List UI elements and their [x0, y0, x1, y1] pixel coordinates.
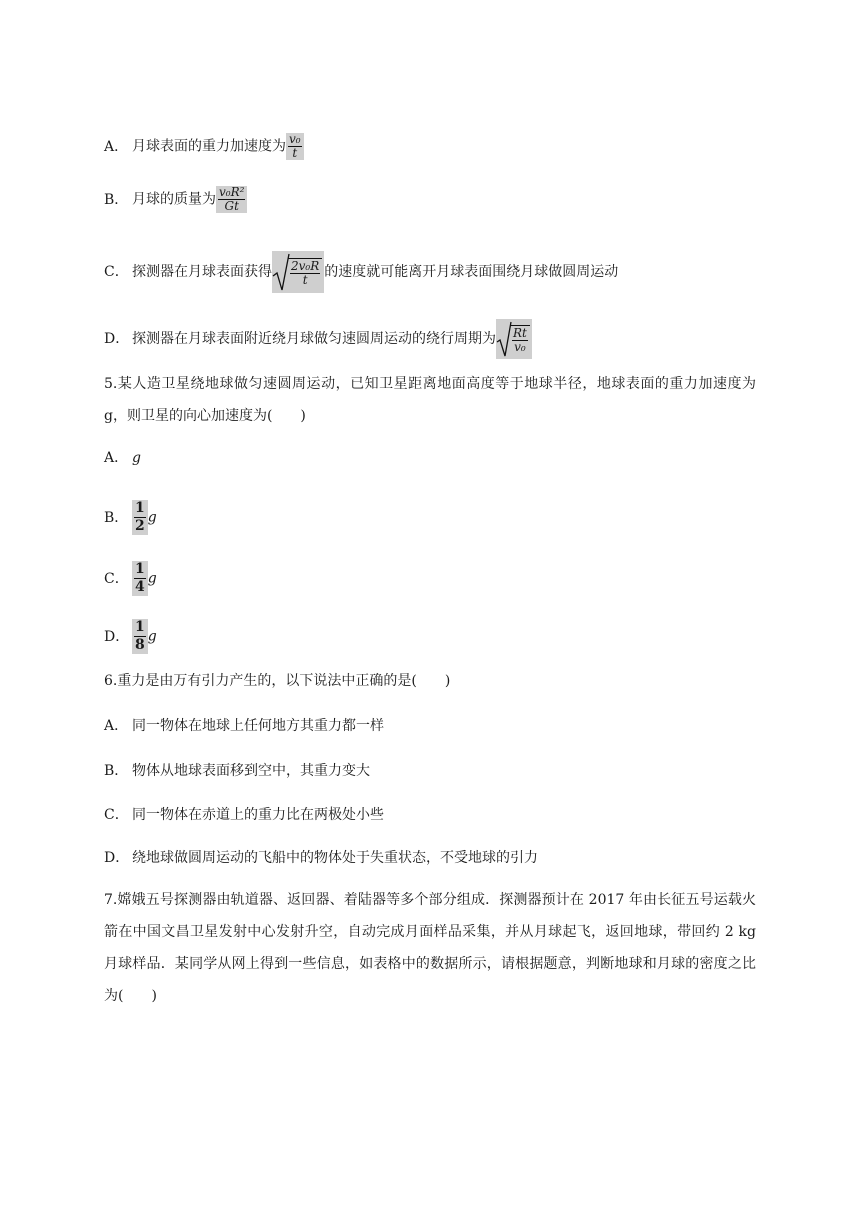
q4-option-a [104, 133, 304, 160]
q5-stem: 5.某人造卫星绕地球做匀速圆周运动，已知卫星距离地面高度等于地球半径，地球表面的重力加速度为 g，则卫星的向心加速度为( ) [104, 376, 756, 424]
formula-numerator: v₀ [289, 132, 301, 146]
formula-numerator: 1 [135, 500, 145, 516]
q4-option-b [104, 186, 247, 213]
option-label: D． [104, 331, 130, 347]
q5-option-a [104, 448, 141, 468]
fraction-one-eighth [132, 619, 148, 654]
fraction-one-half [132, 500, 148, 535]
q6-option-d [104, 848, 538, 868]
formula-v0-over-t [286, 133, 304, 160]
q5-option-b [104, 500, 157, 535]
formula-moon-mass [216, 186, 247, 213]
q6-option-a [104, 716, 384, 736]
option-text: 物体从地球表面移到空中，其重力变大 [132, 763, 370, 779]
q6-stem: 6.重力是由万有引力产生的，以下说法中正确的是( ) [104, 673, 451, 689]
option-text: 探测器在月球表面附近绕月球做匀速圆周运动的绕行周期为 [132, 331, 496, 347]
variable-g: g [147, 628, 157, 645]
option-text: 同一物体在地球上任何地方其重力都一样 [132, 718, 384, 734]
formula-radicand [288, 258, 322, 287]
q7-stem: 7.嫦娥五号探测器由轨道器、返回器、着陆器等多个部分组成．探测器预计在 2017 年由长征五号运载火箭在中国文昌卫星发射中心发射升空，自动完成月面样品采集，并从月球起飞，返回地球，带回约 2 kg 月球样品．某同学从网上得到一些信息，如表格中的数据所示，请根据题意，判断地球和月球的密度之比为( ) [104, 892, 756, 1004]
option-label: D． [104, 850, 130, 866]
formula-denominator: 2 [135, 518, 145, 534]
option-text: 同一物体在赤道上的重力比在两极处小些 [132, 807, 384, 823]
option-label: C． [104, 570, 129, 587]
formula-numerator: 1 [135, 561, 145, 577]
option-label: D． [104, 628, 130, 645]
option-label: C． [104, 264, 129, 280]
q5-option-c [104, 561, 157, 596]
formula-numerator: v₀R² [219, 185, 245, 199]
formula-denominator: 8 [135, 637, 145, 653]
formula-escape-velocity [272, 251, 324, 293]
q4-option-c [104, 251, 618, 293]
formula-denominator: t [302, 272, 308, 287]
variable-g: g [147, 509, 157, 526]
formula-numerator: Rt [513, 325, 527, 340]
option-text: 月球表面的重力加速度为 [132, 138, 286, 155]
option-text-after: 的速度就可能离开月球表面围绕月球做圆周运动 [324, 264, 619, 280]
formula-orbital-period [496, 319, 532, 359]
option-label: B． [104, 509, 129, 526]
formula-denominator: t [292, 146, 298, 160]
variable-g: g [132, 450, 141, 466]
fraction-one-quarter [132, 561, 148, 596]
formula-denominator: Gt [224, 199, 239, 213]
q5-option-d [104, 619, 157, 654]
option-label: A． [104, 718, 129, 734]
formula-denominator: v₀ [514, 339, 526, 354]
option-text-before: 探测器在月球表面获得 [132, 264, 272, 280]
variable-g: g [147, 570, 157, 587]
option-label: A． [104, 450, 129, 466]
formula-radicand [510, 325, 530, 354]
option-label: B． [104, 191, 129, 208]
formula-numerator: 2v₀R [291, 258, 320, 273]
q6-option-c [104, 805, 384, 825]
option-text: 月球的质量为 [132, 191, 216, 208]
option-label: C． [104, 807, 129, 823]
formula-denominator: 4 [135, 579, 145, 595]
q6-option-b [104, 761, 370, 781]
q4-option-d [104, 319, 532, 359]
formula-numerator: 1 [135, 619, 145, 635]
option-label: B． [104, 763, 129, 779]
option-label: A． [104, 138, 129, 155]
option-text: 绕地球做圆周运动的飞船中的物体处于失重状态，不受地球的引力 [132, 850, 538, 866]
